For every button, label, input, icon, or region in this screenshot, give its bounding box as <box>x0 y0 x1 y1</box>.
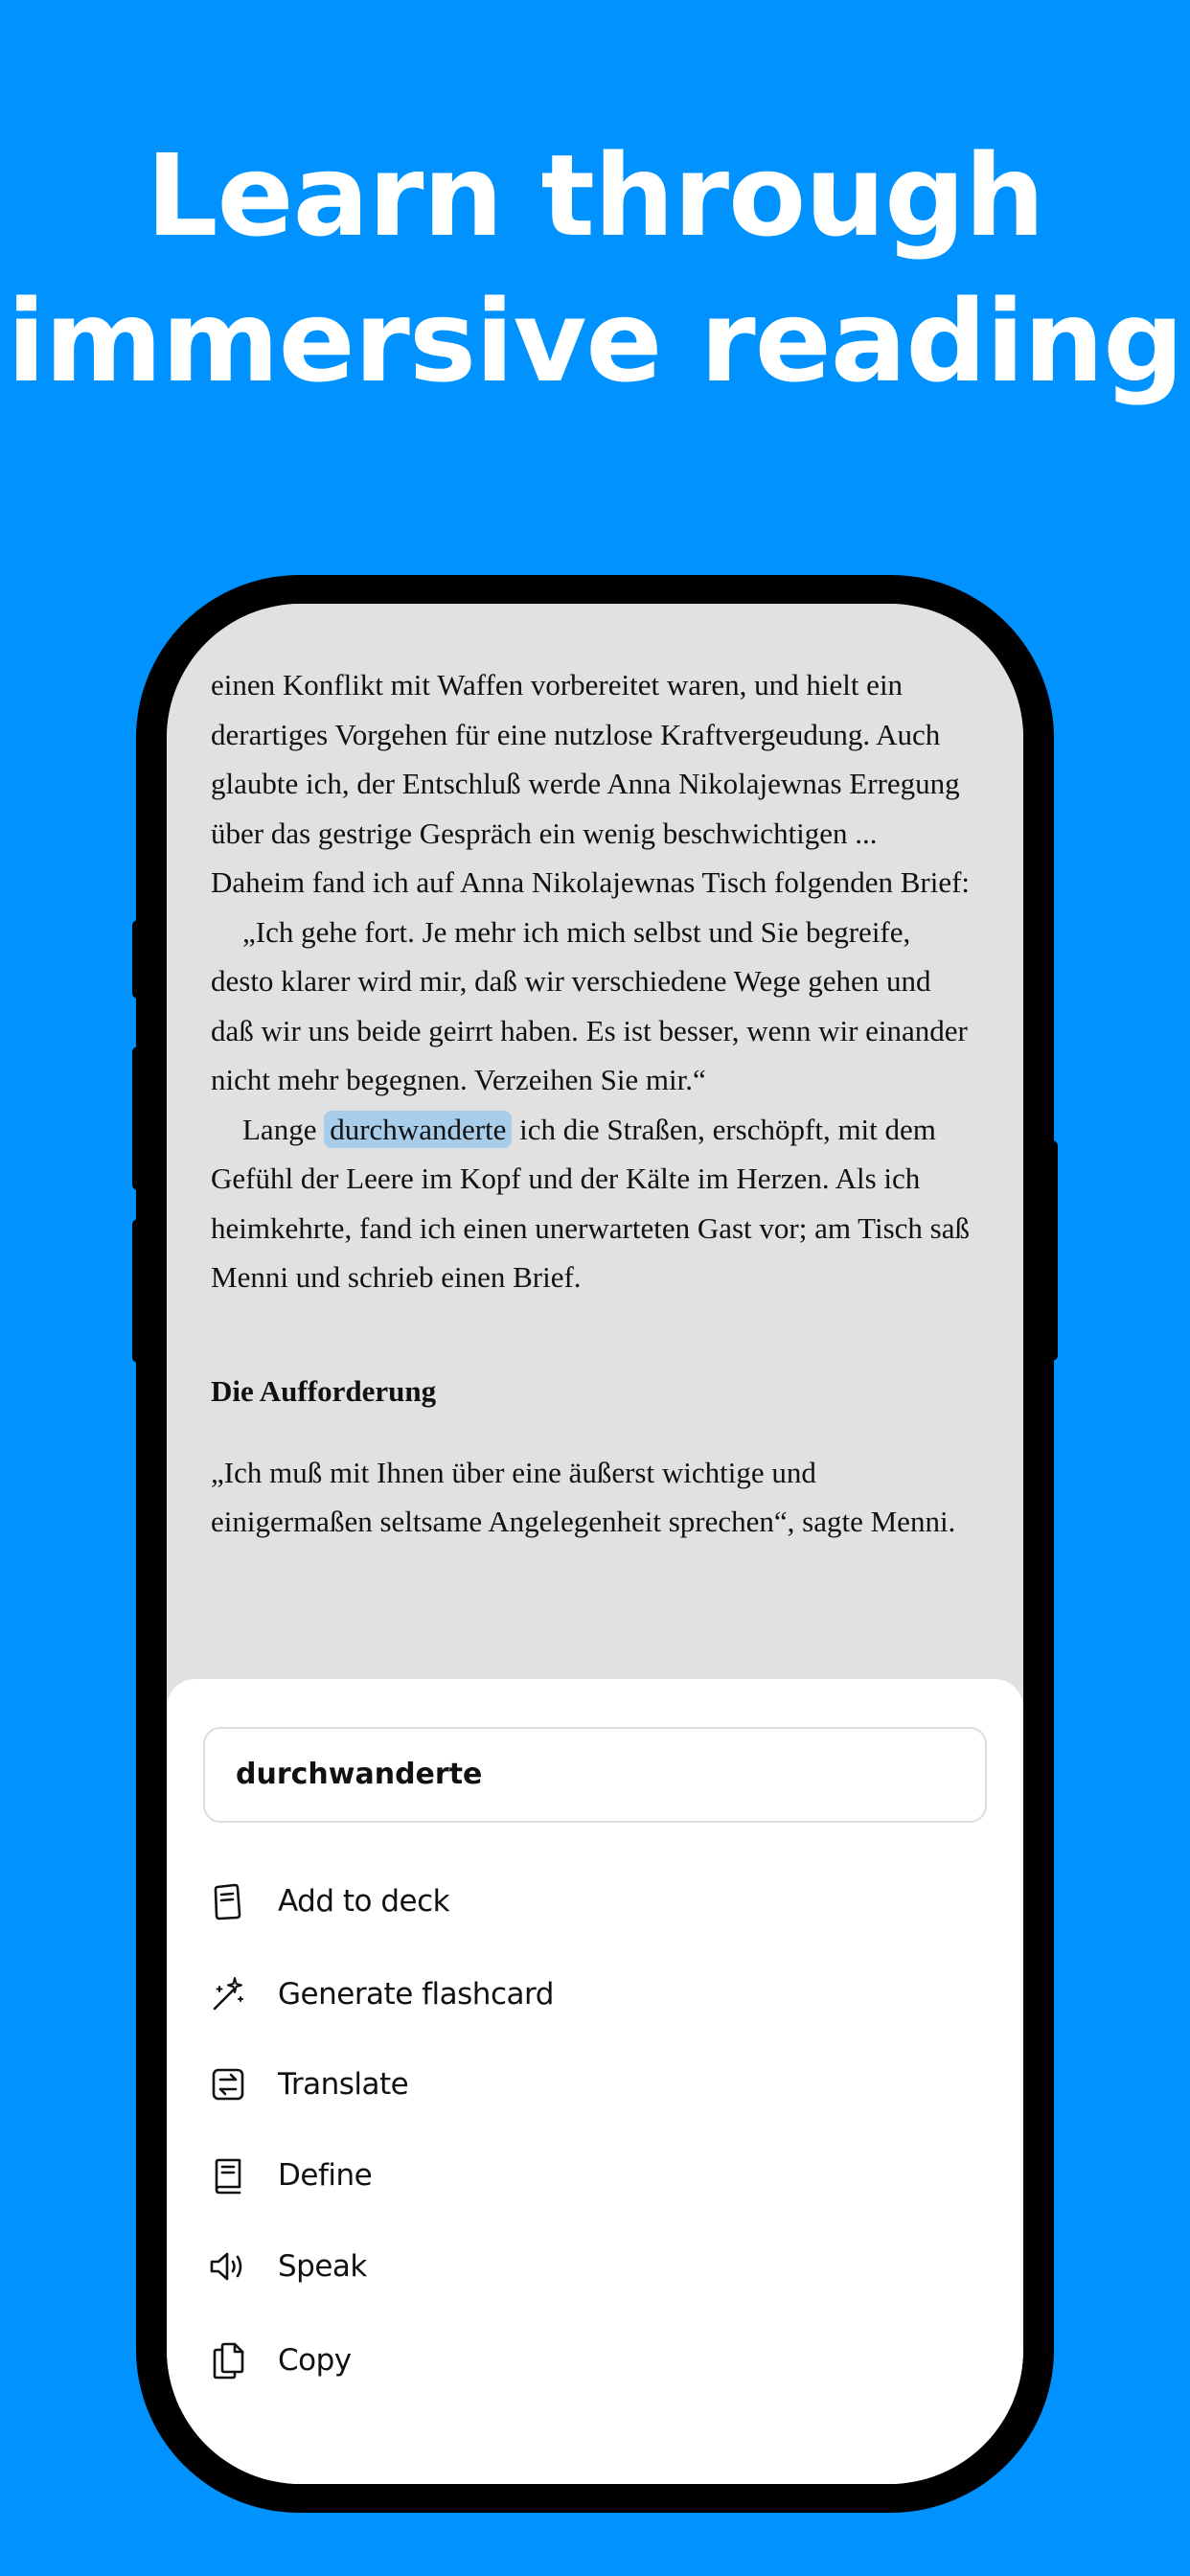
word-actions-sheet <box>167 1679 1023 2484</box>
speaker-icon <box>207 2245 249 2288</box>
copy-icon <box>207 2339 249 2381</box>
reader-text[interactable] <box>167 604 1023 1677</box>
reader-paragraph: „Ich muß mit Ihnen über eine äußerst wichtige und einigermaßen seltsame Angelegenheit sprechen“, sagte Menni. <box>211 1455 956 1538</box>
headline-line-2: immersive reading <box>7 275 1183 407</box>
translate-button[interactable] <box>207 2056 408 2113</box>
highlighted-word[interactable]: durchwanderte <box>324 1111 512 1148</box>
speak-label: Speak <box>278 2249 367 2284</box>
define-label: Define <box>278 2158 373 2193</box>
reader-paragraph <box>211 1105 977 1302</box>
generate-flashcard-label: Generate flashcard <box>278 1977 554 2012</box>
copy-label: Copy <box>278 2343 352 2378</box>
generate-flashcard-button[interactable] <box>207 1966 554 2023</box>
section-title: Die Aufforderung <box>211 1373 437 1408</box>
headline-line-1: Learn through <box>146 129 1044 262</box>
reader-text-span: ich die Straßen, erschöpft, mit dem Gefühl der Leere im Kopf und der Kälte im Herzen. Als ich heimkehrte, fand ich einen unerwarteten Gast vor; am Tisch saß Menni und schrieb einen Brief. <box>211 1112 970 1294</box>
headline <box>0 123 1190 414</box>
selected-word-field[interactable]: durchwanderte <box>203 1727 987 1823</box>
add-to-deck-button[interactable] <box>207 1873 449 1930</box>
book-icon <box>207 2154 249 2196</box>
translate-label: Translate <box>278 2067 409 2102</box>
phone-frame <box>136 575 1054 2513</box>
define-button[interactable] <box>207 2147 372 2204</box>
reader-paragraph: einen Konflikt mit Waffen vorbereitet waren, und hielt ein derartiges Vorgehen für eine nutzlose Kraftvergeudung. Auch glaubte ich, der Entschluß werde Anna Nikolajewnas Erregung über das gestrige Gespräch ein wenig beschwichtigen ... Daheim fand ich auf Anna Nikolajewnas Tisch folgenden Brief: <box>211 668 971 899</box>
copy-button[interactable] <box>207 2332 352 2389</box>
speak-button[interactable] <box>207 2238 367 2295</box>
reader-text-span: Lange <box>242 1112 325 1146</box>
phone-screen <box>167 604 1023 2484</box>
translate-icon <box>207 2063 249 2105</box>
add-to-deck-label: Add to deck <box>278 1884 450 1919</box>
magic-wand-icon <box>207 1973 249 2015</box>
flashcard-deck-icon <box>207 1880 249 1922</box>
reader-paragraph: „Ich gehe fort. Je mehr ich mich selbst und Sie begreife, desto klarer wird mir, daß wir verschiedene Wege gehen und daß wir uns beide geirrt haben. Es ist besser, wenn wir einander nicht mehr begegnen. Verzeihen Sie mir.“ <box>211 914 968 1096</box>
